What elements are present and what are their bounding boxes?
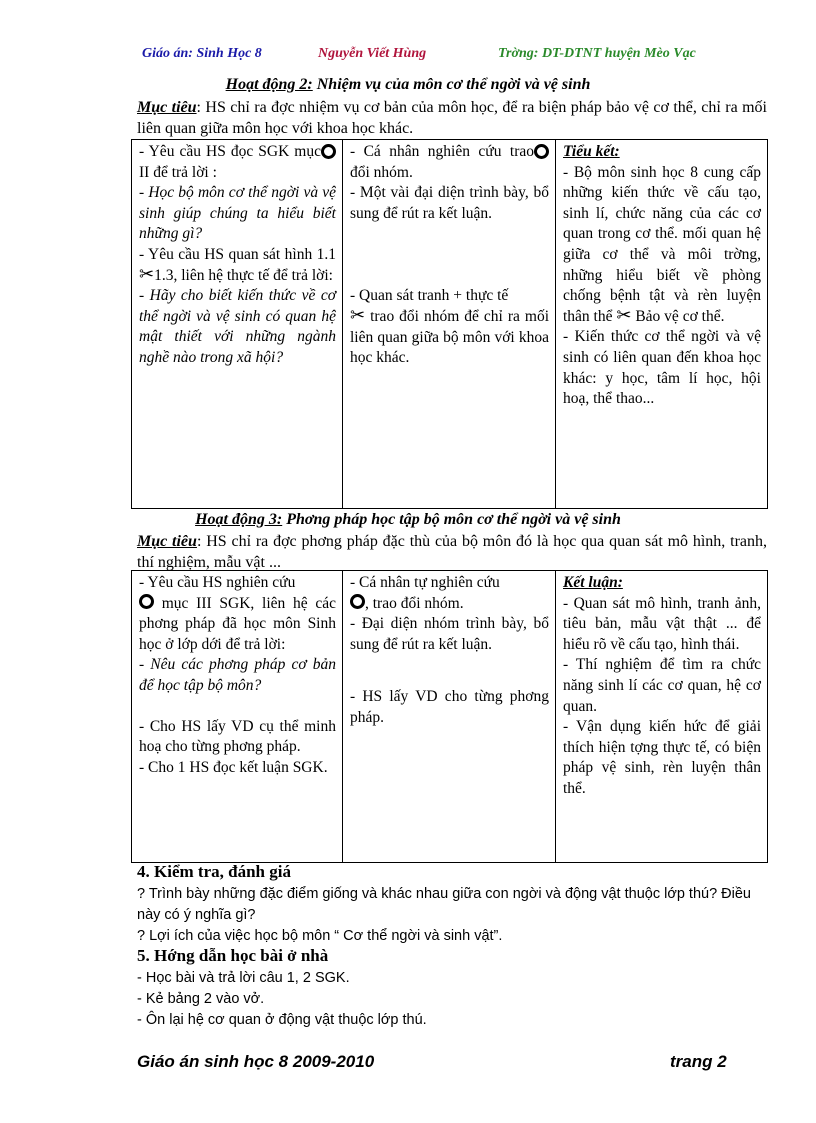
circle-bullet-icon xyxy=(321,144,336,159)
activity-2-title xyxy=(0,76,816,94)
section-5-item-1: - Học bài và trả lời câu 1, 2 SGK. xyxy=(137,970,350,986)
activity-2-goal xyxy=(137,97,767,139)
a2-c3-p1: - Bộ môn sinh học 8 cung cấp những kiến thức về cấu tạo, sinh lí, chức năng của các cơ quan trong cơ thể. mối quan hệ giữa cơ thể và môi trờng, những hiểu biết về phòng chống bệnh tật và rèn luyện thân thể ✂ Bảo vệ cơ thể. xyxy=(563,163,761,325)
a3-c1-p4: - Cho 1 HS đọc kết luận SGK. xyxy=(139,758,328,776)
a2-c1-p2: - Học bộ môn cơ thể ngời và vệ sinh giúp chúng ta hiểu biết những gì? xyxy=(139,184,336,243)
activity-2-title-text: Nhiệm vụ của môn cơ thể ngời và vệ sinh xyxy=(312,76,591,93)
a3-conclusion-heading: Kết luận: xyxy=(563,574,623,591)
section-4-q2: ? Lợi ích của việc học bộ môn “ Cơ thể ngời và sinh vật”. xyxy=(137,928,503,944)
section-4-q1: ? Trình bày những đặc điểm giống và khác nhau giữa con ngời và động vật thuộc lớp thú? Điều này có ý nghĩa gì? xyxy=(137,886,751,923)
a3-c1-p1: - Yêu cầu HS nghiên cứu mục III SGK, liên hệ các phơng pháp đã học môn Sinh học ở lớp dới để trả lời: xyxy=(139,574,336,653)
activity-3-title-text: Phơng pháp học tập bộ môn cơ thể ngời và vệ sinh xyxy=(282,511,621,528)
a2-c2-p2: - Một vài đại diện trình bày, bổ sung để rút ra kết luận. xyxy=(350,184,549,222)
scissors-arrow-icon: ✂ xyxy=(350,304,366,325)
activity-3-conclusion-cell xyxy=(556,571,768,863)
activity-3-goal-text: : HS chỉ ra đợc phơng pháp đặc thù của bộ môn đó là học qua quan sát mô hình, tranh, thí nghiệm, mẫu vật ... xyxy=(137,533,767,571)
activity-2-goal-label: Mục tiêu xyxy=(137,99,197,116)
activity-3-goal-label: Mục tiêu xyxy=(137,533,197,550)
activity-2-label: Hoạt động 2: xyxy=(225,76,313,93)
circle-bullet-icon xyxy=(139,594,154,609)
a2-c1-p4: - Hãy cho biết kiến thức về cơ thể ngời và vệ sinh có quan hệ mật thiết với những ngành nghề nào trong xã hội? xyxy=(139,287,336,366)
header-subject: Giáo án: Sinh Học 8 xyxy=(142,46,262,61)
spacer xyxy=(139,697,336,717)
circle-bullet-icon xyxy=(534,144,549,159)
a2-c1-p1: - Yêu cầu HS đọc SGK mục II để trả lời : xyxy=(139,143,321,181)
footer-left: Giáo án sinh học 8 2009-2010 xyxy=(137,1052,375,1071)
a3-c1-p2: - Nêu các phơng pháp cơ bản để học tập bộ môn? xyxy=(139,656,336,694)
activity-2-goal-text: : HS chỉ ra đợc nhiệm vụ cơ bản của môn học, để ra biện pháp bảo vệ cơ thể, chỉ ra mối liên quan giữa môn học với khoa học khác. xyxy=(137,99,768,137)
a3-c3-p3: - Vận dụng kiến hức để giải thích hiện tợng thực tế, có biện pháp vệ sinh, rèn luyện thân thể. xyxy=(563,718,761,797)
a2-c2-p3: - Quan sát tranh + thực tế ✂ trao đổi nhóm để chỉ ra mối liên quan giữa bộ môn với khoa học khác. xyxy=(350,287,549,367)
a3-c3-p1: - Quan sát mô hình, tranh ảnh, tiêu bản, mẫu vật thật ... để hiểu rõ về cấu tạo, hình thái. xyxy=(563,594,761,653)
page-header xyxy=(0,46,816,72)
spacer xyxy=(350,224,549,286)
activity-3-table xyxy=(131,570,768,863)
a3-c1-p3: - Cho HS lấy VD cụ thể minh hoạ cho từng phơng pháp. xyxy=(139,717,336,756)
activity-3-label: Hoạt động 3: xyxy=(195,511,283,528)
activity-3-goal xyxy=(137,531,767,573)
header-author: Nguyễn Viết Hùng xyxy=(318,46,427,61)
a3-c2-p1: - Cá nhân tự nghiên cứu , trao đổi nhóm. xyxy=(350,574,500,612)
a2-c3-p2: - Kiến thức cơ thể ngời và vệ sinh có liên quan đến khoa học khác: y học, tâm lí học, hội hoạ, thể thao... xyxy=(563,328,761,408)
activity-2-table xyxy=(131,139,768,509)
scissors-arrow-icon: ✂ xyxy=(616,304,632,325)
activity-3-student-cell xyxy=(343,571,556,863)
a2-c2-p1: - Cá nhân nghiên cứu trao đổi nhóm. xyxy=(350,143,534,181)
scissors-arrow-icon: ✂ xyxy=(139,263,155,284)
activity-3-title xyxy=(0,511,816,529)
spacer xyxy=(350,655,549,687)
activity-3-teacher-cell xyxy=(132,571,343,863)
activity-2-teacher-cell xyxy=(132,140,343,509)
a3-c2-p3: - HS lấy VD cho từng phơng pháp. xyxy=(350,688,549,726)
section-5-item-2: - Kẻ bảng 2 vào vở. xyxy=(137,991,265,1007)
a3-c2-p2: - Đại diện nhóm trình bày, bổ sung để rút ra kết luận. xyxy=(350,615,549,653)
header-school: Trờng: DT-DTNT huyện Mèo Vạc xyxy=(498,46,696,61)
section-5-title: 5. Hớng dẫn học bài ở nhà xyxy=(137,946,329,965)
section-5-item-3: - Ôn lại hệ cơ quan ở động vật thuộc lớp thú. xyxy=(137,1012,427,1028)
circle-bullet-icon xyxy=(350,594,365,609)
activity-2-summary-cell xyxy=(556,140,768,509)
a3-c3-p2: - Thí nghiệm để tìm ra chức năng sinh lí các cơ quan, hệ cơ quan. xyxy=(563,656,761,715)
footer-page-number: trang 2 xyxy=(670,1052,727,1071)
section-4-body xyxy=(137,884,767,947)
a2-summary-heading: Tiểu kết: xyxy=(563,143,620,160)
section-5-body xyxy=(137,968,767,1031)
activity-2-student-cell xyxy=(343,140,556,509)
section-4-title: 4. Kiểm tra, đánh giá xyxy=(137,862,291,881)
a2-c1-p3: - Yêu cầu HS quan sát hình 1.1 ✂1.3, liên hệ thực tế để trả lời: xyxy=(139,245,336,284)
